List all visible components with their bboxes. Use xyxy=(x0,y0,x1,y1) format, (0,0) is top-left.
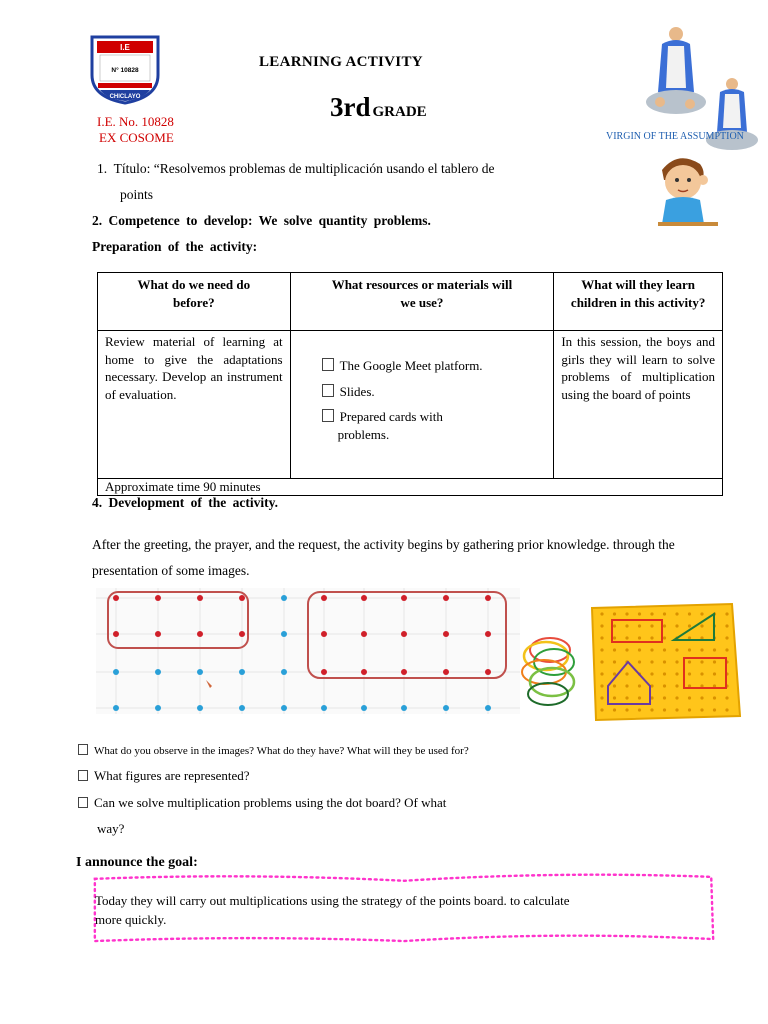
geoboard-peg xyxy=(600,684,603,687)
geoboard-peg xyxy=(688,624,691,627)
table-cell-resources xyxy=(290,331,554,479)
board-dot xyxy=(443,631,449,637)
checkbox-icon xyxy=(322,384,334,397)
section-4-paragraph: After the greeting, the prayer, and the request, the activity begins by gathering prior knowledge. through the presentation of some images. xyxy=(92,537,675,578)
preparation-table xyxy=(97,272,723,496)
board-dot xyxy=(361,631,367,637)
geoboard-peg xyxy=(700,624,703,627)
geoboard-peg xyxy=(625,648,628,651)
geoboard-peg xyxy=(638,636,641,639)
section-4-heading: 4. Development of the activity. xyxy=(92,495,278,510)
board-dot xyxy=(401,669,407,675)
board-dot xyxy=(113,669,119,675)
table-header-resources: What resources or materials will we use? xyxy=(290,273,554,331)
geoboard-peg xyxy=(688,672,691,675)
geoboard-peg xyxy=(650,624,653,627)
geoboard-peg xyxy=(638,684,641,687)
page-title: LEARNING ACTIVITY xyxy=(259,54,423,70)
geoboard-peg xyxy=(713,708,716,711)
table-cell-learn: In this session, the boys and girls they will learn to solve problems of multiplication using the board of points xyxy=(554,331,723,479)
geoboard-peg xyxy=(625,684,628,687)
geoboard-peg xyxy=(613,708,616,711)
geoboard-peg xyxy=(663,612,666,615)
checkbox-icon xyxy=(78,744,88,755)
geoboard-peg xyxy=(725,648,728,651)
geoboard-peg xyxy=(725,624,728,627)
geoboard-peg xyxy=(650,648,653,651)
geoboard-peg xyxy=(613,612,616,615)
section-1-text: Título: “Resolvemos problemas de multiplicación usando el tablero de xyxy=(113,161,495,176)
table-header-row xyxy=(98,273,723,331)
board-dot xyxy=(197,669,203,675)
board-dot xyxy=(281,595,287,601)
geoboard-peg xyxy=(700,672,703,675)
board-dot xyxy=(197,705,203,711)
board-dot xyxy=(485,595,491,601)
geoboard-peg xyxy=(675,696,678,699)
geoboard-peg xyxy=(713,672,716,675)
checkbox-icon xyxy=(322,358,334,371)
geoboard-peg xyxy=(638,708,641,711)
board-dot xyxy=(485,705,491,711)
resource-item-label: Slides. xyxy=(339,383,375,399)
geoboard-peg xyxy=(625,636,628,639)
geoboard-peg xyxy=(600,696,603,699)
board-dot xyxy=(361,705,367,711)
geoboard-peg xyxy=(613,624,616,627)
resource-item-label: Prepared cards with problems. xyxy=(337,409,443,442)
table-footer-row xyxy=(98,479,723,496)
virgin-caption: VIRGIN OF THE ASSUMPTION xyxy=(606,131,744,142)
board-dot xyxy=(281,705,287,711)
geoboard-peg xyxy=(675,624,678,627)
board-dot xyxy=(443,669,449,675)
geoboard-peg xyxy=(663,672,666,675)
geoboard-peg xyxy=(700,696,703,699)
section-2-competence: 2. Competence to develop: We solve quantity problems. xyxy=(92,213,431,228)
geoboard-peg xyxy=(650,612,653,615)
geoboard-peg xyxy=(663,684,666,687)
board-dot xyxy=(281,631,287,637)
geoboard-peg xyxy=(613,660,616,663)
resource-item xyxy=(322,408,488,443)
geoboard-peg xyxy=(613,636,616,639)
geoboard-peg xyxy=(713,660,716,663)
geoboard-peg xyxy=(625,612,628,615)
logo-top-text: I.E xyxy=(120,43,130,52)
question-text: Can we solve multiplication problems using the dot board? Of what xyxy=(94,795,447,810)
grade-label xyxy=(330,92,427,123)
geoboard-peg xyxy=(600,636,603,639)
school-name: EX COSOME xyxy=(99,130,174,145)
geoboard-peg xyxy=(700,648,703,651)
geoboard-peg xyxy=(725,708,728,711)
geoboard-peg xyxy=(675,672,678,675)
board-dot xyxy=(113,595,119,601)
geoboard-peg xyxy=(600,708,603,711)
geoboard-peg xyxy=(625,696,628,699)
geoboard-peg xyxy=(725,612,728,615)
geoboard-image xyxy=(584,600,742,724)
geoboard-peg xyxy=(663,636,666,639)
geoboard-peg xyxy=(613,648,616,651)
table-row xyxy=(98,331,723,479)
preparation-heading: Preparation of the activity: xyxy=(92,239,258,254)
geoboard-peg xyxy=(675,612,678,615)
board-dot xyxy=(443,595,449,601)
geoboard-peg xyxy=(713,648,716,651)
board-dot xyxy=(401,631,407,637)
geoboard-peg xyxy=(613,696,616,699)
geoboard-peg xyxy=(638,648,641,651)
resource-item-label: The Google Meet platform. xyxy=(339,358,483,373)
geoboard-peg xyxy=(625,672,628,675)
checkbox-icon xyxy=(78,770,88,781)
geoboard-peg xyxy=(700,612,703,615)
question-text: What do you observe in the images? What do they have? What will they be used for? xyxy=(94,745,469,757)
board-dot xyxy=(239,705,245,711)
board-dot xyxy=(361,669,367,675)
board-dot xyxy=(155,705,161,711)
geoboard-peg xyxy=(700,708,703,711)
board-dot xyxy=(401,595,407,601)
checkbox-icon xyxy=(78,797,88,808)
board-dot xyxy=(239,631,245,637)
board-dot xyxy=(113,631,119,637)
grade-number: 3rd xyxy=(330,92,371,122)
board-dot xyxy=(485,631,491,637)
board-dot xyxy=(401,705,407,711)
geoboard-peg xyxy=(675,648,678,651)
geoboard-peg xyxy=(663,696,666,699)
geoboard-peg xyxy=(688,648,691,651)
dot-board-image xyxy=(96,588,520,714)
geoboard-peg xyxy=(688,708,691,711)
question-item xyxy=(78,741,469,761)
geoboard-peg xyxy=(725,636,728,639)
board-dot xyxy=(197,631,203,637)
board-dot xyxy=(155,631,161,637)
question-item xyxy=(78,793,446,813)
geoboard-peg xyxy=(688,612,691,615)
board-dot xyxy=(361,595,367,601)
board-dot xyxy=(321,631,327,637)
table-header-before: What do we need do before? xyxy=(98,273,291,331)
board-dot xyxy=(443,705,449,711)
board-dot xyxy=(155,669,161,675)
geoboard-peg xyxy=(675,684,678,687)
geoboard-peg xyxy=(650,672,653,675)
geoboard-peg xyxy=(675,660,678,663)
geoboard-peg xyxy=(663,708,666,711)
resource-item xyxy=(322,383,547,401)
geoboard-peg xyxy=(600,672,603,675)
goal-heading: I announce the goal: xyxy=(76,855,198,870)
question-item xyxy=(78,766,250,786)
geoboard-peg xyxy=(638,660,641,663)
board-dot xyxy=(239,595,245,601)
section-1-number: 1. xyxy=(97,161,108,176)
board-dot xyxy=(321,669,327,675)
board-dot xyxy=(485,669,491,675)
geoboard-peg xyxy=(600,660,603,663)
question-text: What figures are represented? xyxy=(94,768,250,783)
geoboard-peg xyxy=(600,648,603,651)
board-dot xyxy=(239,669,245,675)
virgin-figure-left xyxy=(646,27,706,114)
geoboard-peg xyxy=(688,660,691,663)
geoboard-peg xyxy=(663,648,666,651)
geoboard-peg xyxy=(625,708,628,711)
board-dot xyxy=(197,595,203,601)
geoboard-peg xyxy=(600,624,603,627)
geoboard-peg xyxy=(638,612,641,615)
board-dot xyxy=(321,595,327,601)
question-continuation: way? xyxy=(97,821,125,836)
geoboard-peg xyxy=(613,672,616,675)
checkbox-icon xyxy=(322,409,334,422)
geoboard-peg xyxy=(725,696,728,699)
geoboard-peg xyxy=(625,624,628,627)
resource-item xyxy=(322,357,547,375)
geoboard-peg xyxy=(600,612,603,615)
grade-word: GRADE xyxy=(372,104,427,120)
geoboard-peg xyxy=(700,660,703,663)
geoboard-peg xyxy=(613,684,616,687)
table-cell-before: Review material of learning at home to give the adaptations necessary. Develop an instrument of evaluation. xyxy=(98,331,291,479)
geoboard-peg xyxy=(638,696,641,699)
logo-city-text: CHICLAYO xyxy=(109,94,141,100)
boy-thinking-illustration xyxy=(648,150,724,230)
table-footer-time: Approximate time 90 minutes xyxy=(98,479,723,496)
section-1-continuation: points xyxy=(120,187,154,202)
goal-text: Today they will carry out multiplications using the strategy of the points board. to calculate more quickly. xyxy=(95,893,570,927)
geoboard-peg xyxy=(650,636,653,639)
geoboard-peg xyxy=(663,660,666,663)
geoboard-peg xyxy=(638,624,641,627)
geoboard-peg xyxy=(650,708,653,711)
geoboard-peg xyxy=(713,696,716,699)
rubber-bands-image xyxy=(516,622,584,714)
geoboard-peg xyxy=(688,696,691,699)
school-info xyxy=(97,114,174,146)
table-header-learn: What will they learn children in this activity? xyxy=(554,273,723,331)
geoboard-peg xyxy=(650,660,653,663)
school-logo xyxy=(88,35,162,105)
board-dot xyxy=(113,705,119,711)
geoboard-peg xyxy=(663,624,666,627)
school-number: I.E. No. 10828 xyxy=(97,114,174,129)
board-dot xyxy=(155,595,161,601)
section-1-title xyxy=(97,158,563,180)
board-dot xyxy=(321,705,327,711)
geoboard-peg xyxy=(675,708,678,711)
board-dot xyxy=(281,669,287,675)
logo-number-text: N° 10828 xyxy=(111,67,139,74)
